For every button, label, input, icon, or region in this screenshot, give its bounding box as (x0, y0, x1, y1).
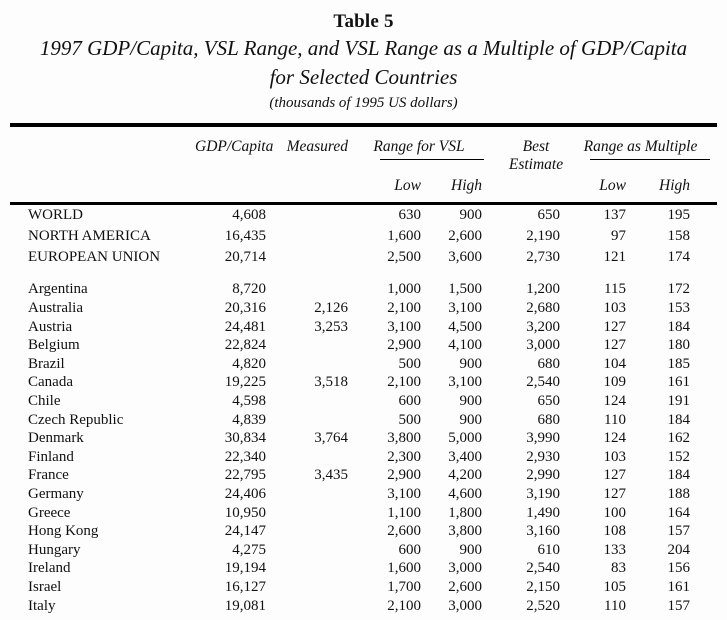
country-rows-section (10, 281, 717, 616)
country-cell: France (28, 467, 69, 484)
country-cell: Italy (28, 597, 56, 614)
value-cell: 109 (603, 374, 626, 391)
value-cell (270, 247, 352, 268)
value-cell: 19,194 (224, 560, 266, 577)
table-row (10, 467, 717, 486)
value-cell (270, 411, 352, 430)
value-cell: 184 (667, 318, 690, 335)
value-cell (270, 392, 352, 411)
vsl-data-table (10, 123, 717, 616)
vsl-spanner-rule (380, 159, 484, 160)
value-cell: 133 (603, 541, 626, 558)
header-row-top (10, 125, 717, 156)
country-cell: Argentina (28, 281, 88, 298)
value-cell (270, 281, 352, 300)
value-cell: 108 (603, 523, 626, 540)
value-cell: 3,100 (387, 486, 421, 503)
value-cell (270, 578, 352, 597)
value-cell: 2,540 (526, 374, 560, 391)
value-cell: 162 (667, 430, 690, 447)
region-rows-section (10, 203, 717, 268)
value-cell (270, 203, 352, 226)
value-cell: 2,100 (387, 374, 421, 391)
table-row (10, 411, 717, 430)
value-cell: 204 (667, 541, 690, 558)
value-cell: 8,720 (232, 281, 266, 298)
multiple-spanner-rule-cell (564, 156, 717, 174)
country-cell: Greece (28, 504, 71, 521)
value-cell: 185 (667, 355, 690, 372)
value-cell: 650 (537, 206, 560, 223)
value-cell: 24,406 (224, 486, 266, 503)
country-column-header (10, 125, 195, 156)
table-row (10, 299, 717, 318)
value-cell: 3,800 (387, 430, 421, 447)
value-cell: 184 (667, 411, 690, 428)
table-row (10, 448, 717, 467)
value-cell: 22,340 (224, 448, 266, 465)
value-cell: 900 (459, 541, 482, 558)
value-cell: 20,714 (224, 248, 266, 265)
value-cell: 105 (603, 578, 626, 595)
header-row-sub (10, 174, 717, 204)
value-cell: 3,000 (448, 597, 482, 614)
table-row (10, 247, 717, 268)
value-cell: 19,081 (224, 597, 266, 614)
empty-cell (10, 174, 195, 204)
value-cell: 97 (611, 227, 626, 244)
value-cell: 161 (667, 374, 690, 391)
value-cell: 3,990 (526, 430, 560, 447)
value-cell: 16,127 (224, 578, 266, 595)
value-cell: 2,900 (387, 337, 421, 354)
value-cell (270, 523, 352, 542)
value-cell: 2,990 (526, 467, 560, 484)
country-cell: NORTH AMERICA (28, 227, 151, 244)
table-row (10, 337, 717, 356)
value-cell: 3,200 (526, 318, 560, 335)
measured-header: Measured (286, 138, 348, 156)
value-cell: 630 (398, 206, 421, 223)
value-cell: 153 (667, 300, 690, 317)
table-title-block (0, 0, 727, 114)
value-cell: 3,000 (526, 337, 560, 354)
value-cell (270, 504, 352, 523)
table-row (10, 226, 717, 247)
value-cell (270, 597, 352, 616)
value-cell: 3,764 (314, 430, 348, 447)
table-row (10, 392, 717, 411)
vsl-spanner-rule-cell (352, 156, 486, 174)
value-cell: 2,600 (448, 578, 482, 595)
value-cell: 3,400 (448, 448, 482, 465)
value-cell: 3,600 (448, 248, 482, 265)
best-estimate-header-line1: Best (522, 138, 550, 156)
value-cell: 1,500 (448, 281, 482, 298)
value-cell: 4,608 (232, 206, 266, 223)
value-cell: 900 (459, 206, 482, 223)
value-cell: 2,540 (526, 560, 560, 577)
range-as-multiple-header: Range as Multiple (583, 138, 698, 156)
best-estimate-header-line2: Estimate (508, 156, 564, 173)
value-cell: 110 (604, 597, 626, 614)
value-cell: 100 (603, 504, 626, 521)
value-cell: 2,300 (387, 448, 421, 465)
value-cell: 680 (537, 411, 560, 428)
table-row (10, 281, 717, 300)
value-cell (270, 226, 352, 247)
table-row (10, 541, 717, 560)
value-cell: 2,680 (526, 300, 560, 317)
country-cell: EUROPEAN UNION (28, 248, 161, 265)
country-cell: Finland (28, 448, 74, 465)
value-cell: 22,795 (224, 467, 266, 484)
table-number: Table 5 (333, 11, 394, 32)
value-cell: 2,600 (448, 227, 482, 244)
spacer-cell (10, 268, 717, 281)
country-cell: Brazil (28, 355, 65, 372)
value-cell: 1,000 (387, 281, 421, 298)
country-cell: Hungary (28, 541, 81, 558)
value-cell: 30,834 (224, 430, 266, 447)
empty-cell (270, 156, 352, 174)
value-cell: 2,600 (387, 523, 421, 540)
value-cell: 1,600 (387, 560, 421, 577)
country-cell: Australia (28, 300, 83, 317)
value-cell: 4,839 (232, 411, 266, 428)
value-cell: 24,481 (224, 318, 266, 335)
value-cell: 1,600 (387, 227, 421, 244)
table-row (10, 597, 717, 616)
value-cell: 104 (603, 355, 626, 372)
value-cell: 2,100 (387, 597, 421, 614)
value-cell: 3,190 (526, 486, 560, 503)
value-cell: 137 (603, 206, 626, 223)
value-cell: 1,800 (448, 504, 482, 521)
vsl-low-header: Low (394, 176, 421, 194)
country-cell: Belgium (28, 337, 80, 354)
country-cell: WORLD (28, 206, 83, 223)
value-cell: 3,100 (387, 318, 421, 335)
value-cell: 161 (667, 578, 690, 595)
value-cell: 2,520 (526, 597, 560, 614)
value-cell: 4,820 (232, 355, 266, 372)
value-cell: 19,225 (224, 374, 266, 391)
value-cell: 2,100 (387, 300, 421, 317)
table-row (10, 355, 717, 374)
table-row (10, 523, 717, 542)
value-cell: 127 (603, 467, 626, 484)
value-cell: 174 (667, 248, 690, 265)
value-cell: 115 (604, 281, 626, 298)
value-cell: 680 (537, 355, 560, 372)
table-title-line2: for Selected Countries (269, 65, 458, 89)
value-cell: 164 (667, 504, 690, 521)
value-cell: 5,000 (448, 430, 482, 447)
value-cell (270, 337, 352, 356)
value-cell: 121 (603, 248, 626, 265)
value-cell: 600 (398, 541, 421, 558)
value-cell: 4,275 (232, 541, 266, 558)
value-cell: 172 (667, 281, 690, 298)
table-header (10, 125, 717, 203)
header-row-rules (10, 156, 717, 174)
value-cell: 152 (667, 448, 690, 465)
value-cell: 110 (604, 411, 626, 428)
value-cell: 3,100 (448, 300, 482, 317)
value-cell (270, 355, 352, 374)
value-cell: 900 (459, 411, 482, 428)
table-row (10, 560, 717, 579)
value-cell: 2,126 (314, 300, 348, 317)
value-cell: 4,500 (448, 318, 482, 335)
value-cell: 2,730 (526, 248, 560, 265)
value-cell: 4,200 (448, 467, 482, 484)
value-cell: 83 (611, 560, 626, 577)
empty-cell (195, 174, 270, 204)
country-cell: Germany (28, 486, 84, 503)
empty-cell (195, 156, 270, 174)
table-row (10, 504, 717, 523)
value-cell: 20,316 (224, 300, 266, 317)
empty-cell (10, 156, 195, 174)
multiple-spanner-rule (590, 159, 710, 160)
value-cell (270, 485, 352, 504)
value-cell: 184 (667, 467, 690, 484)
value-cell: 10,950 (224, 504, 266, 521)
country-cell: Israel (28, 578, 62, 595)
country-cell: Hong Kong (28, 523, 99, 540)
country-cell: Czech Republic (28, 411, 124, 428)
table-row (10, 578, 717, 597)
value-cell: 3,000 (448, 560, 482, 577)
value-cell: 1,700 (387, 578, 421, 595)
value-cell: 3,253 (314, 318, 348, 335)
gdp-per-capita-header: GDP/Capita (195, 138, 274, 156)
value-cell: 124 (603, 393, 626, 410)
value-cell: 124 (603, 430, 626, 447)
value-cell: 3,435 (314, 467, 348, 484)
spacer-row (10, 268, 717, 281)
value-cell: 2,900 (387, 467, 421, 484)
value-cell: 156 (667, 560, 690, 577)
value-cell: 3,800 (448, 523, 482, 540)
table-row (10, 374, 717, 393)
value-cell: 127 (603, 486, 626, 503)
table-row (10, 430, 717, 449)
country-cell: Chile (28, 393, 61, 410)
value-cell: 188 (667, 486, 690, 503)
value-cell: 127 (603, 337, 626, 354)
value-cell: 16,435 (224, 227, 266, 244)
country-cell: Canada (28, 374, 73, 391)
value-cell: 900 (459, 393, 482, 410)
country-cell: Austria (28, 318, 73, 335)
value-cell: 600 (398, 393, 421, 410)
value-cell: 24,147 (224, 523, 266, 540)
value-cell (270, 560, 352, 579)
value-cell: 180 (667, 337, 690, 354)
value-cell: 1,490 (526, 504, 560, 521)
value-cell: 3,100 (448, 374, 482, 391)
value-cell (270, 448, 352, 467)
value-cell: 157 (667, 523, 690, 540)
value-cell: 103 (603, 448, 626, 465)
value-cell (270, 541, 352, 560)
value-cell: 2,500 (387, 248, 421, 265)
vsl-high-header: High (451, 176, 482, 194)
range-for-vsl-header: Range for VSL (373, 138, 465, 156)
value-cell: 2,190 (526, 227, 560, 244)
value-cell: 3,518 (314, 374, 348, 391)
value-cell: 157 (667, 597, 690, 614)
value-cell: 4,600 (448, 486, 482, 503)
spacer-section (10, 268, 717, 281)
table-title-line1: 1997 GDP/Capita, VSL Range, and VSL Range as a Multiple of GDP/Capita (39, 36, 688, 60)
value-cell: 103 (603, 300, 626, 317)
value-cell: 195 (667, 206, 690, 223)
empty-cell (270, 174, 352, 204)
value-cell: 650 (537, 393, 560, 410)
value-cell: 900 (459, 355, 482, 372)
value-cell: 1,200 (526, 281, 560, 298)
value-cell: 191 (667, 393, 690, 410)
table-row (10, 485, 717, 504)
value-cell: 2,150 (526, 578, 560, 595)
empty-cell (486, 174, 564, 204)
units-note: (thousands of 1995 US dollars) (269, 95, 458, 111)
value-cell: 22,824 (224, 337, 266, 354)
multiple-high-header: High (659, 176, 690, 194)
value-cell: 1,100 (387, 504, 421, 521)
table-row (10, 203, 717, 226)
table-row (10, 318, 717, 337)
value-cell: 4,598 (232, 393, 266, 410)
value-cell: 158 (667, 227, 690, 244)
value-cell: 3,160 (526, 523, 560, 540)
value-cell: 2,930 (526, 448, 560, 465)
value-cell: 127 (603, 318, 626, 335)
country-cell: Denmark (28, 430, 84, 447)
country-cell: Ireland (28, 560, 71, 577)
value-cell: 4,100 (448, 337, 482, 354)
value-cell: 500 (398, 411, 421, 428)
value-cell: 610 (537, 541, 560, 558)
multiple-low-header: Low (599, 176, 626, 194)
value-cell: 500 (398, 355, 421, 372)
